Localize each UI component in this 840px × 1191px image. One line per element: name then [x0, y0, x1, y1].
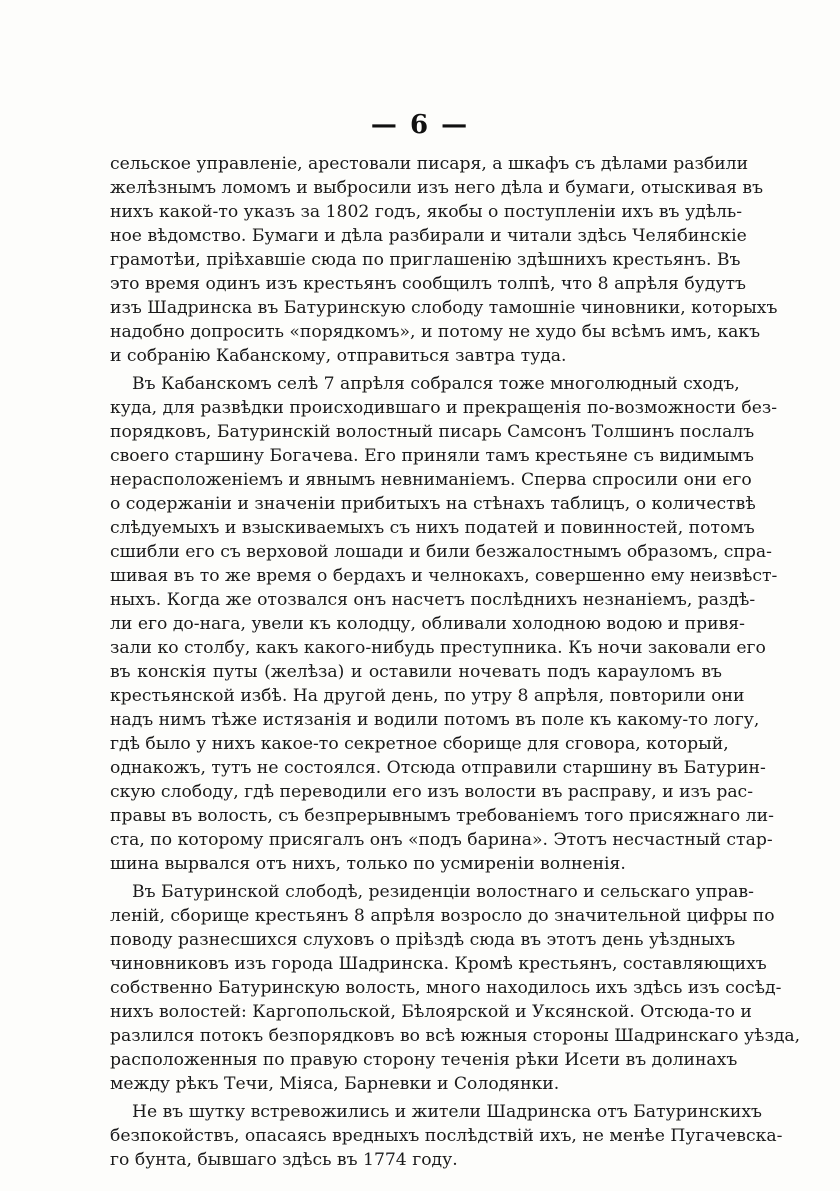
text-line: о содержаніи и значеніи прибитыхъ на стѣнахъ таблицъ, о количествѣ [110, 494, 756, 514]
text-line: гдѣ было у нихъ какое-то секретное сборище для сговора, который, [110, 734, 729, 754]
text-line: Въ Батуринской слободѣ, резиденціи волостнаго и сельскаго управ- [132, 882, 754, 902]
text-line: сшибли его съ верховой лошади и били безжалостнымъ образомъ, спра- [110, 542, 772, 562]
text-line: куда, для развѣдки происходившаго и прекращенія по-возможности без- [110, 398, 778, 418]
text-line: это время одинъ изъ крестьянъ сообщилъ толпѣ, что 8 апрѣля будутъ [110, 274, 746, 294]
text-line: и собранію Кабанскому, отправиться завтра туда. [110, 346, 567, 366]
page-number: — 6 — [370, 110, 470, 140]
text-line: нихъ волостей: Каргопольской, Бѣлоярской и Уксянской. Отсюда-то и [110, 1002, 752, 1022]
paragraph [110, 372, 778, 876]
text-line: въ конскія путы (желѣза) и оставили ночевать подъ карауломъ въ [110, 662, 722, 682]
text-line: Въ Кабанскомъ селѣ 7 апрѣля собрался тоже многолюдный сходъ, [132, 374, 740, 394]
paragraph [110, 152, 778, 368]
text-line: ныхъ. Когда же отозвался онъ насчетъ послѣднихъ незнаніемъ, раздѣ- [110, 590, 756, 610]
text-line: поводу разнесшихся слуховъ о пріѣздѣ сюда въ этотъ день уѣздныхъ [110, 930, 736, 950]
text-line: своего старшину Богачева. Его приняли тамъ крестьяне съ видимымъ [110, 446, 754, 466]
text-line: разлился потокъ безпорядковъ во всѣ южныя стороны Шадринскаго уѣзда, [110, 1026, 801, 1046]
text-line: Не въ шутку встревожились и жители Шадринска отъ Батуринскихъ [132, 1102, 762, 1122]
text-line: однакожъ, тутъ не состоялся. Отсюда отправили старшину въ Батурин- [110, 758, 766, 778]
text-line: зали ко столбу, какъ какого-нибудь преступника. Къ ночи заковали его [110, 638, 766, 658]
text-line: крестьянской избѣ. На другой день, по утру 8 апрѣля, повторили они [110, 686, 745, 706]
text-line: нерасположеніемъ и явнымъ невниманіемъ. Сперва спросили они его [110, 470, 752, 490]
text-line: изъ Шадринска въ Батуринскую слободу тамошніе чиновники, которыхъ [110, 298, 778, 318]
paragraph [110, 1100, 783, 1172]
text-line: слѣдуемыхъ и взыскиваемыхъ съ нихъ податей и повинностей, потомъ [110, 518, 755, 538]
text-line: надъ нимъ тѣже истязанія и водили потомъ въ поле къ какому-то логу, [110, 710, 760, 730]
paragraph [110, 880, 801, 1096]
text-line: между рѣкъ Течи, Міяса, Барневки и Солодянки. [110, 1074, 560, 1094]
text-line: ста, по которому присягалъ онъ «подъ барина». Этотъ несчастный стар- [110, 830, 773, 850]
text-line: порядковъ, Батуринскій волостный писарь Самсонъ Толшинъ послалъ [110, 422, 755, 442]
text-line: безпокойствъ, опасаясь вредныхъ послѣдствій ихъ, не менѣе Пугачевска- [110, 1126, 783, 1146]
text-line: ное вѣдомство. Бумаги и дѣла разбирали и читали здѣсь Челябинскіе [110, 226, 747, 246]
text-line: грамотѣи, пріѣхавшіе сюда по приглашенію здѣшнихъ крестьянъ. Въ [110, 250, 741, 270]
text-line: чиновниковъ изъ города Шадринска. Кромѣ крестьянъ, составляющихъ [110, 954, 767, 974]
text-line: нихъ какой-то указъ за 1802 годъ, якобы о поступленіи ихъ въ удѣль- [110, 202, 743, 222]
text-line: го бунта, бывшаго здѣсь въ 1774 году. [110, 1150, 458, 1170]
text-line: расположенныя по правую сторону теченія рѣки Исети въ долинахъ [110, 1050, 738, 1070]
text-line: надобно допросить «порядкомъ», и потому не худо бы всѣмъ имъ, какъ [110, 322, 761, 342]
text-line: собственно Батуринскую волость, много находилось ихъ здѣсь изъ сосѣд- [110, 978, 782, 998]
text-line: скую слободу, гдѣ переводили его изъ волости въ расправу, и изъ рас- [110, 782, 753, 802]
text-line: ли его до-нага, увели къ колодцу, обливали холодною водою и привя- [110, 614, 745, 634]
text-line: шина вырвался отъ нихъ, только по усмиреніи волненія. [110, 854, 626, 874]
text-line: сельское управленіе, арестовали писаря, а шкафъ съ дѣлами разбили [110, 154, 749, 174]
text-line: леній, сборище крестьянъ 8 апрѣля возросло до значительной цифры по [110, 906, 775, 926]
text-line: правы въ волость, съ безпрерывнымъ требованіемъ того присяжнаго ли- [110, 806, 774, 826]
text-line: желѣзнымъ ломомъ и выбросили изъ него дѣла и бумаги, отыскивая въ [110, 178, 764, 198]
body-text [110, 152, 801, 1176]
text-line: шивая въ то же время о бердахъ и челнокахъ, совершенно ему неизвѣст- [110, 566, 778, 586]
